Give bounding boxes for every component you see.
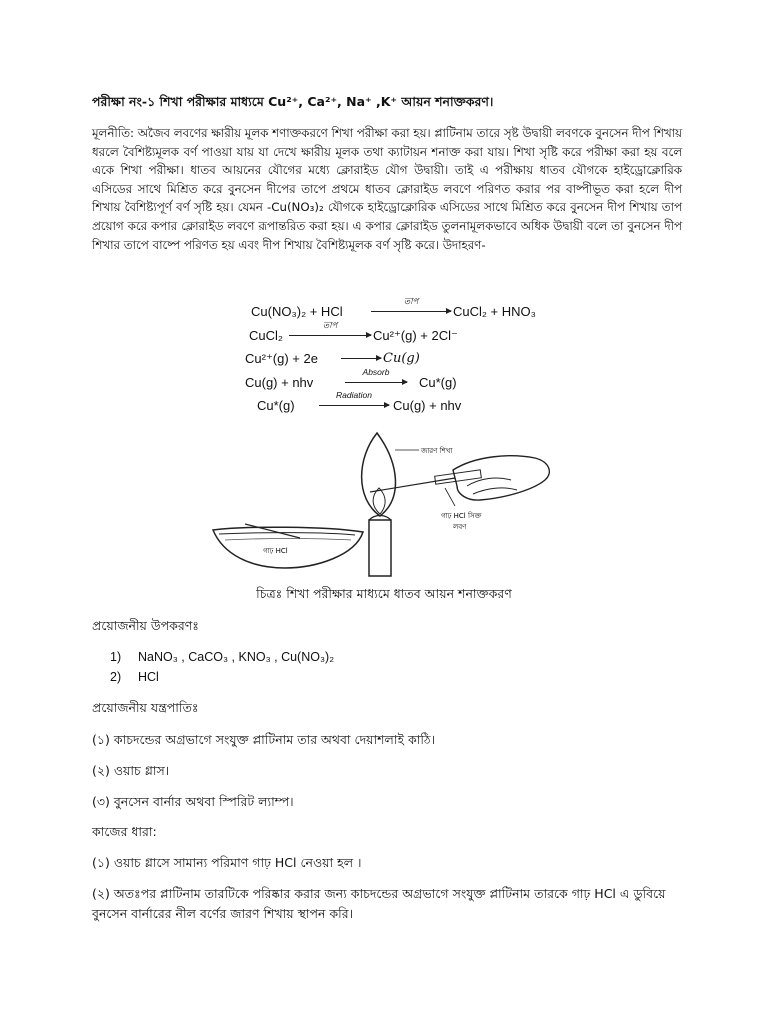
platinum-wire-icon bbox=[370, 470, 481, 492]
equation-right: Cu²⁺(g) + 2Cl⁻ bbox=[373, 327, 458, 343]
apparatus-item: (২) ওয়াচ গ্লাস। bbox=[92, 763, 170, 778]
figure-caption: চিত্রঃ শিখা পরীক্ষার মাধ্যমে ধাতব আয়ন শনাক্তকরণ bbox=[256, 586, 512, 601]
dish-label: গাঢ় HCl bbox=[263, 547, 288, 555]
apparatus-item: (৩) বুনসেন বার্নার অথবা স্পিরিট ল্যাম্প। bbox=[92, 794, 294, 809]
item-text: NaNO₃ , CaCO₃ , KNO₃ , Cu(NO₃)₂ bbox=[138, 650, 335, 664]
watch-glass-icon bbox=[213, 524, 363, 568]
procedure-step: (২) অতঃপর প্লাটিনাম তারটিকে পরিষ্কার করার জন্য কাচদন্ডের অগ্রভাগে সংযুক্ত প্লাটিনাম তারকে গাঢ় HCl এ ডুবিয়ে বুনসেন বার্নারের নীল বর্ণের জারণ শিখায় স্থাপন করি। bbox=[92, 886, 666, 921]
equation-left: CuCl₂ bbox=[249, 327, 283, 343]
item-number: 1) bbox=[110, 650, 122, 664]
item-number: 2) bbox=[110, 670, 122, 684]
burner-icon bbox=[369, 516, 391, 577]
item-text: HCl bbox=[138, 670, 159, 684]
procedure-heading: কাজের ধারা: bbox=[92, 824, 157, 839]
flame-test-figure bbox=[205, 428, 565, 578]
reaction-arrow-icon bbox=[341, 358, 381, 359]
acid-pointer-line bbox=[445, 488, 455, 506]
arrow-label: Radiation bbox=[336, 390, 372, 400]
equation-row bbox=[243, 296, 543, 324]
apparatus-item: (১) কাচদন্ডের অগ্রভাগে সংযুক্ত প্লাটিনাম তার অথবা দেয়াশলাই কাঠি। bbox=[92, 732, 436, 747]
experiment-title: পরীক্ষা নং-১ শিখা পরীক্ষার মাধ্যমে Cu²⁺, Ca²⁺, Na⁺ ,K⁺ আয়ন শনাক্তকরণ। bbox=[92, 94, 494, 109]
arrow-label: তাপ bbox=[322, 319, 338, 330]
reaction-equations bbox=[243, 296, 543, 418]
equation-left: Cu(NO₃)₂ + HCl bbox=[251, 304, 343, 319]
materials-item bbox=[110, 670, 159, 684]
apparatus-heading: প্রয়োজনীয় যন্ত্রপাতিঃ bbox=[92, 700, 199, 715]
flame-icon bbox=[362, 433, 396, 516]
arrow-label: Absorb bbox=[362, 366, 390, 377]
equation-row bbox=[243, 319, 543, 348]
principle-paragraph: মূলনীতি: অজৈব লবণের ক্ষারীয় মূলক শণাক্তকরণে শিখা পরীক্ষা করা হয়। প্লাটিনাম তারে সৃষ্ট উদ্বায়ী লবণকে বুনসেন দীপ শিখায় ধরলে বৈশিষ্ট্যমূলক বর্ণ পাওয়া যায় যা দেখে ক্ষারীয় মূলক তথা ক্যাটায়ন শনাক্ত করা যায়। শিখা সৃষ্টি করে পরীক্ষা করা হয় বলে একে শিখা পরীক্ষা। ধাতব আয়নের যৌগের মধ্যে ক্লোরাইড যৌগ উদ্বায়ী। তাই এ পরীক্ষায় ধাতব যৌগকে হাইড্রোক্লোরিক এসিডের সাথে মিশ্রিত করে বুনসেন দীপের তাপে প্রথমে ধাতব ক্লোরাইড লবণে পরিণত করার পর বাষ্পীভূত করা হলে দীপ শিখায় বৈশিষ্ট্যপূর্ণ বর্ণ সৃষ্টি হয়। যেমন -Cu(NO₃)₂ যৌগকে হাইড্রোক্লোরিক এসিডের সাথে মিশ্রিত করে বুনসেন দীপ শিখায় তাপ প্রয়োগ করে কপার ক্লোরাইড লবণে রূপান্তরিত করা হয়। এ কপার ক্লোরাইড তুলনামূলকভাবে অধিক উদ্বায়ী বলে তা বুনসেন দীপ শিখার তাপে বাষ্পে পরিণত হয় এবং দীপ শিখায় বৈশিষ্ট্যমূলক বর্ণ সৃষ্টি করে। উদাহরণ- bbox=[92, 126, 682, 252]
equation-row bbox=[243, 390, 543, 418]
equation-row bbox=[243, 366, 543, 395]
flame-label: জারণ শিখা bbox=[421, 447, 453, 455]
equation-right: Cu*(g) bbox=[419, 374, 457, 390]
equation-left: Cu²⁺(g) + 2e bbox=[245, 351, 318, 366]
equation-right: CuCl₂ + HNO₃ bbox=[453, 304, 536, 319]
arrow-label: তাপ bbox=[403, 296, 419, 306]
hand-icon bbox=[453, 456, 549, 500]
procedure-step: (১) ওয়াচ গ্লাসে সামান্য পরিমাণ গাঢ় HCl নেওয়া হল । bbox=[92, 855, 362, 870]
materials-item bbox=[110, 650, 334, 664]
equation-left: Cu(g) + nhv bbox=[245, 374, 314, 390]
acid-label: গাঢ় HCl সিক্ত bbox=[441, 512, 482, 520]
equation-left: Cu*(g) bbox=[257, 398, 295, 413]
equation-right: Cu(g) + nhv bbox=[393, 398, 462, 413]
materials-heading: প্রয়োজনীয় উপকরণঃ bbox=[92, 618, 199, 633]
equation-right: Cu(g) bbox=[383, 351, 420, 366]
salt-label: লবণ bbox=[453, 523, 467, 531]
